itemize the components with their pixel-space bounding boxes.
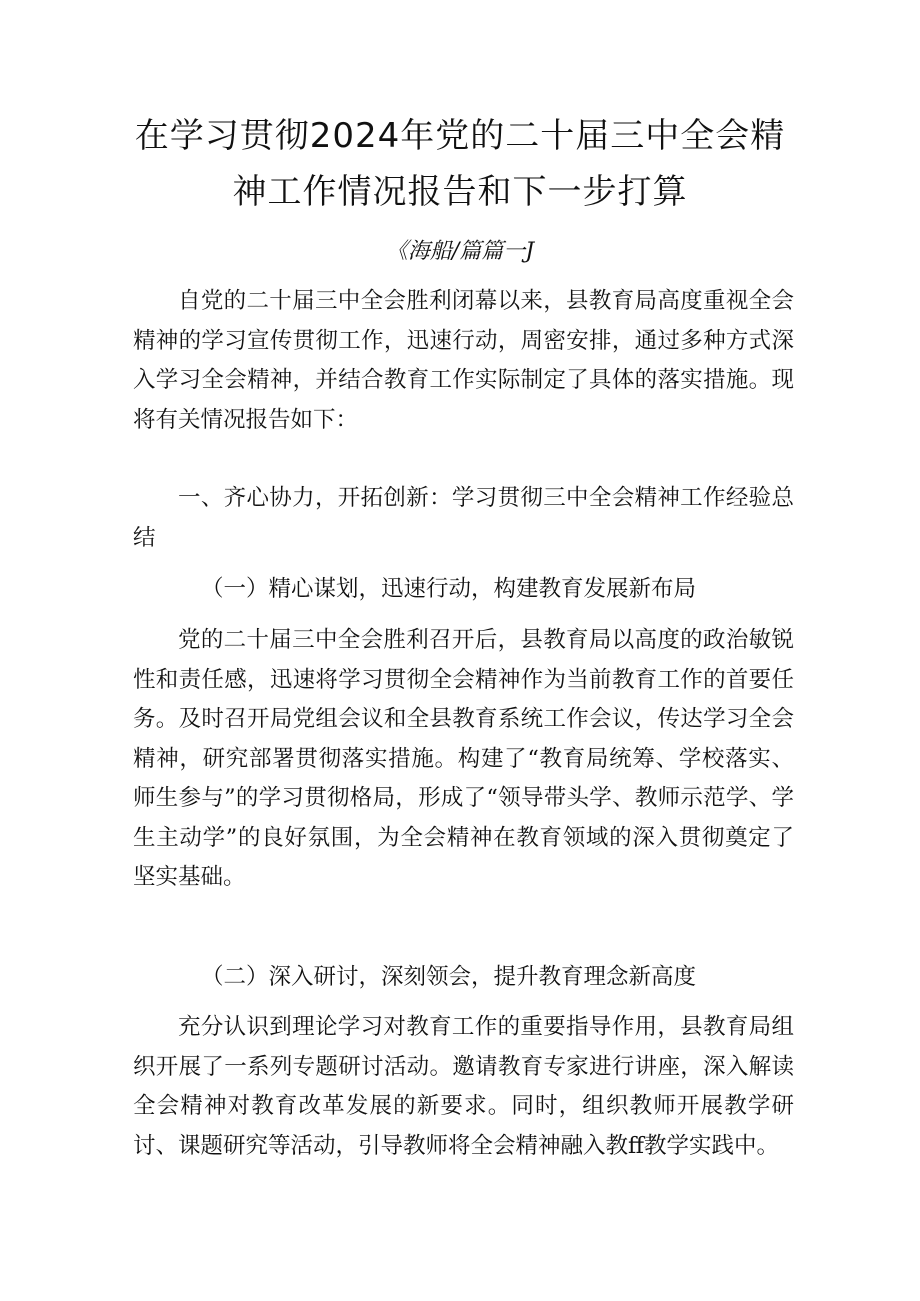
- document-subtitle: 《海船/篇篇一J: [385, 239, 535, 264]
- subsection-heading-1: （一）精心谋划，迅速行动，构建教育发展新布局: [201, 576, 697, 602]
- title-line-2: 神工作情况报告和下一步打算: [232, 172, 688, 212]
- section-heading-1: 一、齐心协力，开拓创新：学习贯彻三中全会精神工作经验总结: [133, 485, 794, 551]
- subsection-2-body: 充分认识到理论学习对教育工作的重要指导作用，县教育局组织开展了一系列专题研讨活动。邀请教育专家进行讲座，深入解读全会精神对教育改革发展的新要求。同时，组织教师开展教学研讨、课题研究等活动，引导教师将全会精神融入教ff教学实践中。: [133, 1014, 794, 1159]
- subsection-heading-2: （二）深入研讨，深刻领会，提升教育理念新高度: [201, 964, 697, 990]
- title-line-1: 在学习贯彻2024年党的二十届三中全会精: [134, 116, 786, 156]
- subsection-1-body: 党的二十届三中全会胜利召开后，县教育局以高度的政治敏锐性和责任感，迅速将学习贯彻全会精神作为当前教育工作的首要任务。及时召开局党组会议和全县教育系统工作会议，传达学习全会精神，研究部署贯彻落实措施。构建了“教育局统筹、学校落实、师生参与”的学习贯彻格局，形成了“领导带头学、教师示范学、学生主动学”的良好氛围，为全会精神在教育领域的深入贯彻奠定了坚实基础。: [133, 627, 794, 890]
- intro-paragraph: 自党的二十届三中全会胜利闭幕以来，县教育局高度重视全会精神的学习宣传贯彻工作，迅速行动，周密安排，通过多种方式深入学习全会精神，并结合教育工作实际制定了具体的落实措施。现将有关情况报告如下：: [133, 288, 794, 433]
- document-title: [120, 108, 800, 220]
